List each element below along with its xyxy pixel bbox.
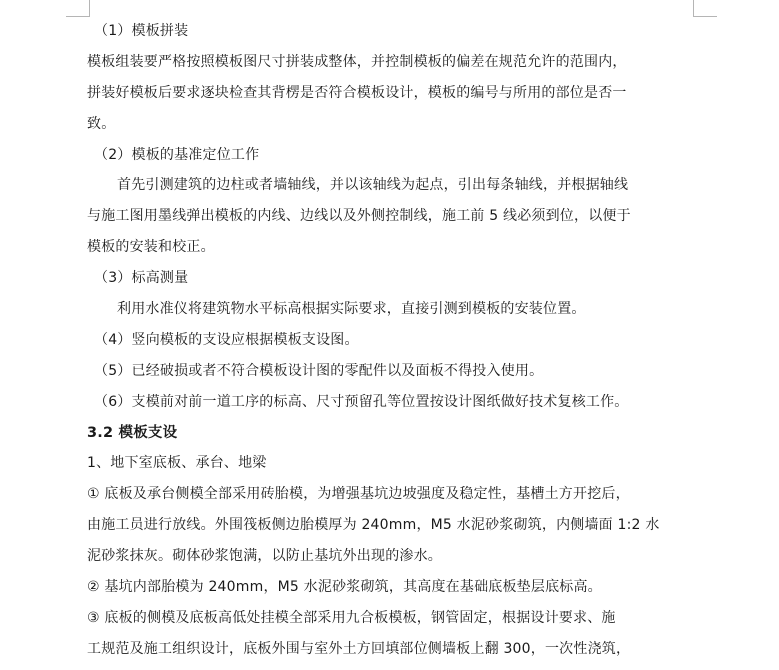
page-corner-mark-left (66, 16, 89, 17)
page-corner-mark-right (693, 0, 694, 17)
document-body[interactable] (87, 16, 697, 665)
paragraph-line: 利用水准仪将建筑物水平标高根据实际要求，直接引测到模板的安装位置。 (117, 301, 586, 318)
paragraph-line: 首先引测建筑的边柱或者墙轴线，并以该轴线为起点，引出每条轴线，并根据轴线 (117, 177, 629, 194)
subheading-formwork-assembly: （1）模板拼装 (94, 23, 189, 39)
subheading-elevation-survey: （3）标高测量 (94, 270, 189, 287)
subheading-reference-positioning: （2）模板的基准定位工作 (94, 146, 260, 163)
paragraph-line: 泥砂浆抹灰。砌体砂浆饱满，以防止基坑外出现的渗水。 (87, 548, 442, 565)
section-heading: 3.2 模板支设 (87, 424, 178, 441)
list-item: （6）支模前对前一道工序的标高、尺寸预留孔等位置按设计图纸做好技术复核工作。 (94, 393, 629, 410)
paragraph-line: 工规范及施工组织设计，底板外围与室外土方回填部位侧墙板上翻 300，一次性浇筑， (87, 640, 631, 657)
page-corner-mark-left (89, 0, 90, 17)
subsection-title: 1、地下室底板、承台、地梁 (87, 455, 267, 472)
list-item: （4）竖向模板的支设应根据模板支设图。 (94, 331, 359, 348)
list-item: ② 基坑内部胎模为 240mm，M5 水泥砂浆砌筑，其高度在基础底板垫层底标高。 (87, 579, 602, 596)
paragraph-line: 拼装好模板后要求逐块检查其背楞是否符合模板设计，模板的编号与所用的部位是否一 (87, 84, 627, 101)
paragraph-line: 由施工员进行放线。外围筏板侧边胎模厚为 240mm，M5 水泥砂浆砌筑，内侧墙面 1:2 水 (87, 517, 660, 534)
paragraph-line: 模板的安装和校正。 (87, 239, 215, 256)
paragraph-line: 模板组装要严格按照模板图尺寸拼装成整体，并控制模板的偏差在规范允许的范围内， (87, 53, 627, 70)
list-item: ① 底板及承台侧模全部采用砖胎模，为增强基坑边坡强度及稳定性，基槽土方开挖后， (87, 486, 630, 503)
paragraph-line: 与施工图用墨线弹出模板的内线、边线以及外侧控制线，施工前 5 线必须到位，以便于 (87, 208, 631, 225)
paragraph-line: 致。 (87, 115, 116, 132)
list-item: （5）已经破损或者不符合模板设计图的零配件以及面板不得投入使用。 (94, 362, 544, 379)
list-item: ③ 底板的侧模及底板高低处挂模全部采用九合板模板，钢管固定，根据设计要求、施 (87, 609, 616, 626)
